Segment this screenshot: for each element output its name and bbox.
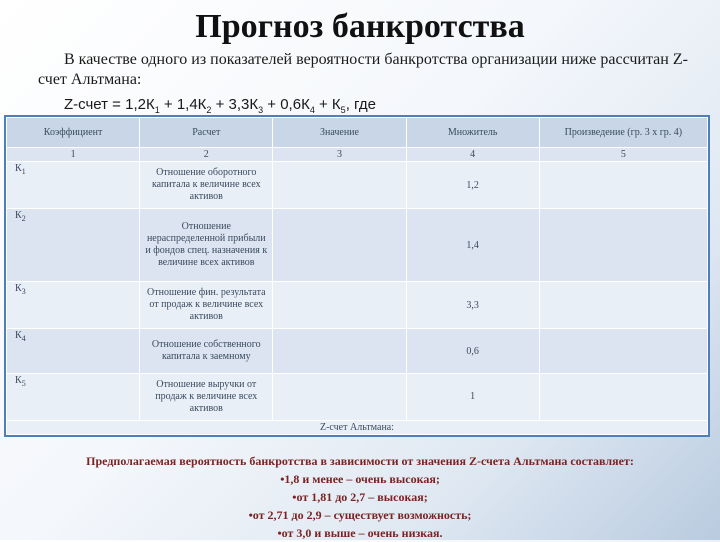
list-item: •от 1,81 до 2,7 – высокая; bbox=[292, 490, 428, 504]
altman-table bbox=[6, 117, 708, 435]
header-value: Значение bbox=[273, 118, 406, 148]
coef-cell bbox=[7, 282, 140, 329]
altman-formula bbox=[64, 96, 376, 115]
formula-part: Z-счет = 1,2К bbox=[64, 96, 155, 113]
formula-part: + К bbox=[314, 96, 341, 113]
table-row bbox=[7, 329, 708, 374]
coef-label: К bbox=[15, 163, 22, 175]
altman-table-frame bbox=[4, 115, 710, 437]
col-number: 5 bbox=[539, 148, 707, 162]
calc-cell: Отношение выручки от продаж к величине всех активов bbox=[140, 373, 273, 420]
formula-part: + 0,6К bbox=[263, 96, 310, 113]
coef-label: К bbox=[15, 283, 22, 295]
mult-cell: 1,2 bbox=[406, 162, 539, 209]
coef-sub: 3 bbox=[21, 287, 26, 297]
z-score-label: Z-счет Альтмана: bbox=[7, 420, 708, 434]
header-product: Произведение (гр. 3 х гр. 4) bbox=[539, 118, 707, 148]
value-cell bbox=[273, 209, 406, 282]
coef-label: К bbox=[15, 330, 22, 342]
table-row bbox=[7, 209, 708, 282]
coef-cell bbox=[7, 329, 140, 374]
calc-cell: Отношение оборотного капитала к величине всех активов bbox=[140, 162, 273, 209]
calc-cell: Отношение фин. результата от продаж к величине всех активов bbox=[140, 282, 273, 329]
probability-item-text: от 3,0 и выше – очень низкая. bbox=[281, 526, 443, 540]
calc-cell: Отношение нераспределенной прибыли и фондов спец. назначения к величине всех активов bbox=[140, 209, 273, 282]
intro-paragraph: В качестве одного из показателей вероятности банкротства организации ниже рассчитан Z-счет Альтмана: bbox=[38, 51, 688, 88]
header-multiplier: Множитель bbox=[406, 118, 539, 148]
list-item: •от 3,0 и выше – очень низкая. bbox=[277, 526, 443, 540]
formula-sub: 1 bbox=[154, 105, 160, 115]
list-item: •1,8 и менее – очень высокая; bbox=[280, 472, 440, 486]
probability-heading: Предполагаемая вероятность банкротства в зависимости от значения Z-счета Альтмана составляет: bbox=[86, 454, 634, 468]
probability-scale bbox=[0, 452, 720, 542]
coef-sub: 1 bbox=[21, 167, 26, 177]
mult-cell: 1 bbox=[406, 373, 539, 420]
mult-cell: 0,6 bbox=[406, 329, 539, 374]
value-cell bbox=[273, 162, 406, 209]
formula-part: + 3,3К bbox=[211, 96, 259, 113]
mult-cell: 1,4 bbox=[406, 209, 539, 282]
product-cell bbox=[539, 282, 707, 329]
probability-item-text: от 2,71 до 2,9 – существует возможность; bbox=[252, 508, 472, 522]
coef-cell bbox=[7, 162, 140, 209]
list-item: •от 2,71 до 2,9 – существует возможность; bbox=[248, 508, 472, 522]
product-cell bbox=[539, 162, 707, 209]
formula-sub: 2 bbox=[206, 105, 212, 115]
col-number: 4 bbox=[406, 148, 539, 162]
header-coefficient: Коэффициент bbox=[7, 118, 140, 148]
formula-sub: 3 bbox=[258, 105, 264, 115]
formula-part: + 1,4К bbox=[159, 96, 207, 113]
col-number: 1 bbox=[7, 148, 140, 162]
page-title: Прогноз банкротства bbox=[195, 8, 525, 45]
coef-label: К bbox=[15, 210, 22, 222]
formula-part: , где bbox=[345, 96, 376, 113]
col-number: 2 bbox=[140, 148, 273, 162]
probability-item-text: 1,8 и менее – очень высокая; bbox=[284, 472, 440, 486]
value-cell bbox=[273, 373, 406, 420]
product-cell bbox=[539, 373, 707, 420]
value-cell bbox=[273, 329, 406, 374]
z-score-row bbox=[7, 420, 708, 434]
value-cell bbox=[273, 282, 406, 329]
header-calculation: Расчет bbox=[140, 118, 273, 148]
coef-sub: 2 bbox=[21, 214, 26, 224]
mult-cell: 3,3 bbox=[406, 282, 539, 329]
coef-cell bbox=[7, 209, 140, 282]
product-cell bbox=[539, 329, 707, 374]
coef-label: К bbox=[15, 374, 22, 386]
product-cell bbox=[539, 209, 707, 282]
table-row bbox=[7, 373, 708, 420]
formula-sub: 4 bbox=[309, 105, 315, 115]
table-row bbox=[7, 162, 708, 209]
col-number: 3 bbox=[273, 148, 406, 162]
probability-item-text: от 1,81 до 2,7 – высокая; bbox=[296, 490, 428, 504]
table-row bbox=[7, 282, 708, 329]
calc-cell: Отношение собственного капитала к заемному bbox=[140, 329, 273, 374]
coef-cell bbox=[7, 373, 140, 420]
intro-text bbox=[38, 50, 698, 90]
coef-sub: 4 bbox=[21, 334, 26, 344]
formula-sub: 5 bbox=[340, 105, 346, 115]
coef-sub: 5 bbox=[21, 378, 26, 388]
